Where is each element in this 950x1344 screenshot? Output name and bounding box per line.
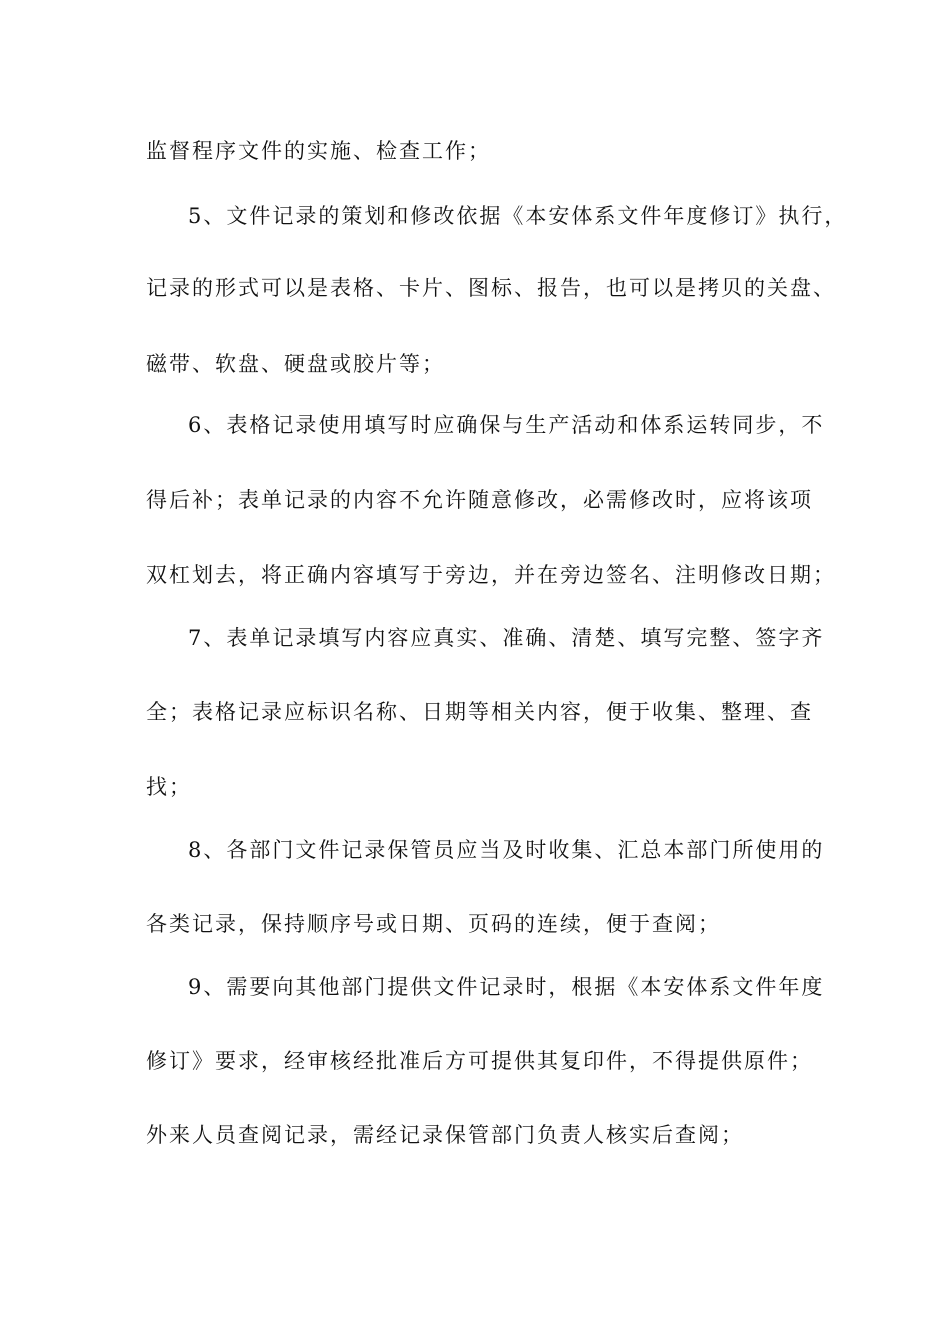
text-line-15: 外来人员查阅记录，需经记录保管部门负责人核实后查阅； [146,1123,744,1147]
text-line-8: 7、表单记录填写内容应真实、准确、清楚、填写完整、签字齐 [188,626,825,650]
text-line-4: 磁带、软盘、硬盘或胶片等； [146,352,445,376]
text-line-14: 修订》要求，经审核经批准后方可提供其复印件，不得提供原件； [146,1049,813,1073]
text-line-12: 各类记录，保持顺序号或日期、页码的连续，便于查阅； [146,912,721,936]
text-line-9: 全；表格记录应标识名称、日期等相关内容，便于收集、整理、查 [146,700,813,724]
text-line-11: 8、各部门文件记录保管员应当及时收集、汇总本部门所使用的 [188,838,825,862]
text-line-7: 双杠划去，将正确内容填写于旁边，并在旁边签名、注明修改日期； [146,563,836,587]
text-line-2: 5、文件记录的策划和修改依据《本安体系文件年度修订》执行， [188,204,848,228]
text-line-6: 得后补；表单记录的内容不允许随意修改，必需修改时，应将该项 [146,488,813,512]
text-line-5: 6、表格记录使用填写时应确保与生产活动和体系运转同步，不 [188,413,825,437]
text-line-13: 9、需要向其他部门提供文件记录时，根据《本安体系文件年度 [188,975,825,999]
text-line-10: 找； [146,775,192,799]
text-line-3: 记录的形式可以是表格、卡片、图标、报告，也可以是拷贝的关盘、 [146,276,836,300]
text-line-1: 监督程序文件的实施、检查工作； [146,139,491,163]
